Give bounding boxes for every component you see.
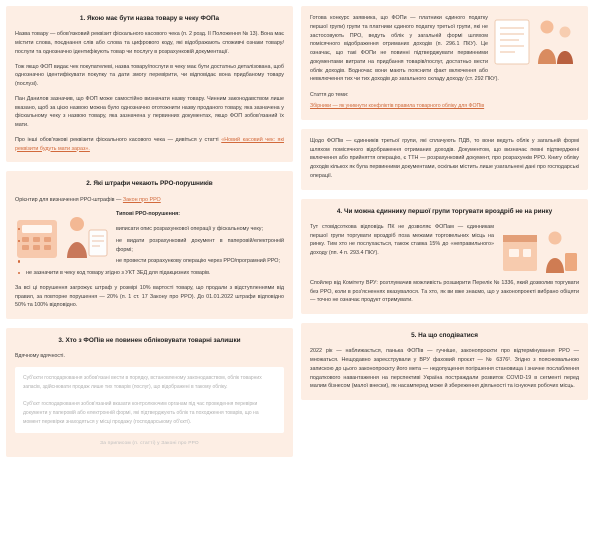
quoted-law-box (15, 367, 284, 434)
illustration-people (493, 14, 579, 70)
violations-list (15, 225, 284, 278)
paragraph: Готова конкурс заявника, що ФОПи — платники єдиного податку першої групи) групи та платники єдиного податку третьої групи, які не застосовують ПРО, ведуть облік у загальній формі шляхом помісячного відображення отриманих доходів (п. 296.1 ПКУ). Це означає, що такі ФОПи не повинні підтверджувати первинними документами витрати на придбання товарів/послуг, достатньо вести облік доходів. Водночас вони мають пояснити факт включення або невключення тих чи тих доходів до загального складу доходу (ст. 292 ПКУ). (310, 15, 499, 83)
list-item: не провести розрахункову операцію через РРО/програмний РРО; (26, 257, 284, 266)
card-title: 3. Хто з ФОПів не повинен обліковувати товарні залишки (58, 337, 241, 345)
paragraph: 2022 рік — наближається, панька ФОПів — гучніше, законопроєкти про відтермінування РРО — множаться. Нещодавно зареєстрували у ВРУ фаховий проєкт — № 6376². Згідно з пояснювальною запискою до цього законопроєкту його мета — недопущення погіршення становища і значне послаблення податкового навантаження на перспективі Україна постраждали розвиток COVID-19 в сегменті перед малим бізнесом (малої внески), як насамперед може й збереження діяльності та існуючих робочих місць. (310, 348, 579, 390)
card-stock-records (6, 328, 293, 457)
market-illustration-svg (499, 223, 579, 277)
card-third-group (301, 129, 588, 190)
related-link[interactable]: Збірники — як уникнути конфліктів правила товарного обліку для ФОПів (310, 103, 485, 110)
card-expectations (301, 323, 588, 400)
card-refund (301, 6, 588, 120)
card-market-trade (301, 199, 588, 315)
illustration-market (499, 223, 579, 277)
subtitle (15, 196, 284, 205)
subtitle-prefix: Орієнтир для визначення РРО-штрафів — (15, 196, 122, 203)
thanks-text: Вдячному вдячності. (15, 353, 65, 360)
left-column (6, 6, 293, 550)
quoted-line: Суб'єкт господарювання зобов'язаний вказати контролюючим органам під час проведення перевірки документи у паперовій або електронній формі, які підтверджують облік та походження товарів, що на момент перевірки знаходяться у місці продажу (господарському об'єкті). (23, 401, 259, 425)
card-footer-text (15, 136, 284, 154)
card-title: 5. На що сподіватися (411, 332, 478, 340)
paragraph: Тут стовідсоткова відповідь ПК не дозволяє ФОПам — єдинникам першої групи торгувати вроздріб поза межами торговельних місць на ринку. Тим хто не послухається, також ставка 15% до «неправильного» доходу (пп. 4 п. 293.4 ПКУ). (310, 223, 494, 257)
paragraph: За всі ці порушення загрожує штраф у розмірі 10% вартості товару, що продали з відступленнями від правил, за повторне порушення — 20% (п. 1 ст. 17 Закону про РРО). До 01.01.2022 штрафи відповідно 50% та 100% відповідно. (15, 284, 284, 309)
paragraph: Спойлер від Комітету ВРУ: розтлумачив можливість розширити Перелік № 1336, який дозволив торгувати без РРО, коли в роз'ясненнях вказувалося. Та хто, як ви вже знаємо, що у законопроекті вибрано обіцяти — точно не означає продукт отримувати. (310, 279, 579, 304)
paragraph: Назва товару — обов'язковий реквізит фіскального касового чека (п. 2 розд. II Положення № 13). Вона має містити слова, поєднання слів або слова та цифрового коду, які відображають споживчі ознаки товару/послуги та однозначно ідентифікують товар чи послугу в розрахунковій документації. (15, 31, 284, 55)
paragraph: Тож якщо ФОП видає чек покупателеві, назва товару/послуги в чеку має бути достатньо деталізована, щоб однозначно ідентифікувати покупку та дати змогу перевірити, чи відповідає вона придбаному товару (послузі). (15, 63, 284, 88)
related-title: Стаття до теми: (310, 92, 349, 98)
footer-prefix: Про інші обов'язкові реквізити фіскального касового чека — дивіться у статті (15, 136, 219, 143)
list-item: не зазначити в чеку код товару згідно з УКТ ЗЕД для підакцизних товарів. (26, 269, 284, 278)
people-illustration-svg (493, 14, 579, 70)
quote-source: За приписом (п. статті) у Законі про РРО (100, 441, 199, 447)
types-heading: Типові РРО-порушення: (116, 211, 181, 218)
quoted-line: Суб'єкти господарювання зобов'язані вести в порядку, встановленому законодавством, облік товарних запасів, здійснювати продаж лише тих товарів (послуг), що відображені в такому обліку. (23, 374, 262, 390)
card-title: 4. Чи можна єдиннику першої групи торгувати вроздріб не на ринку (336, 207, 553, 215)
list-item: не видати розрахунковий документ в паперовій/електронній формі; (26, 237, 284, 255)
card-title: 1. Якою має бути назва товару в чеку ФОПа (79, 15, 220, 22)
article-link[interactable]: «Новий касовий чек: які реквізити будуть мати зараз». (15, 136, 284, 152)
law-link[interactable]: Закон про РРО (122, 196, 161, 203)
paragraph: Щодо ФОПів — єдинників третьої групи, які сплачують ПДВ, то вони ведуть облік у загальній формі шляхом помісячного відображення отриманих доходів. Документом, що визначає певні підтверджені включення або прийняття операцію, є ТТН — розрахунковий документ, про розрахунків РРО. Книгу обліку доходів кількох як була первинними документами, оскільки містить лише узагальнені дані про господарські операції. (310, 137, 579, 179)
right-column (301, 6, 588, 550)
card-title: 2. Які штрафи чекають РРО-порушників (86, 180, 213, 188)
card-name-of-goods (6, 6, 293, 162)
paragraph: Пан Данилов зазначив, що ФОП може самостійно визначати назву товару. Чинним законодавством лише вказано, щоб за цією назвою можна було однозначно ототожнити назву проданого товару, яка зазначена у фіскальному чеку з назвою товару, яка зазначена у первинних документах, якщо ФОП зобов'язаний їх мати. (15, 95, 284, 129)
related-article (310, 91, 579, 111)
list-item: виписати опис розрахункової операції у фіскальному чеку; (26, 225, 284, 234)
card-fines (6, 171, 293, 319)
